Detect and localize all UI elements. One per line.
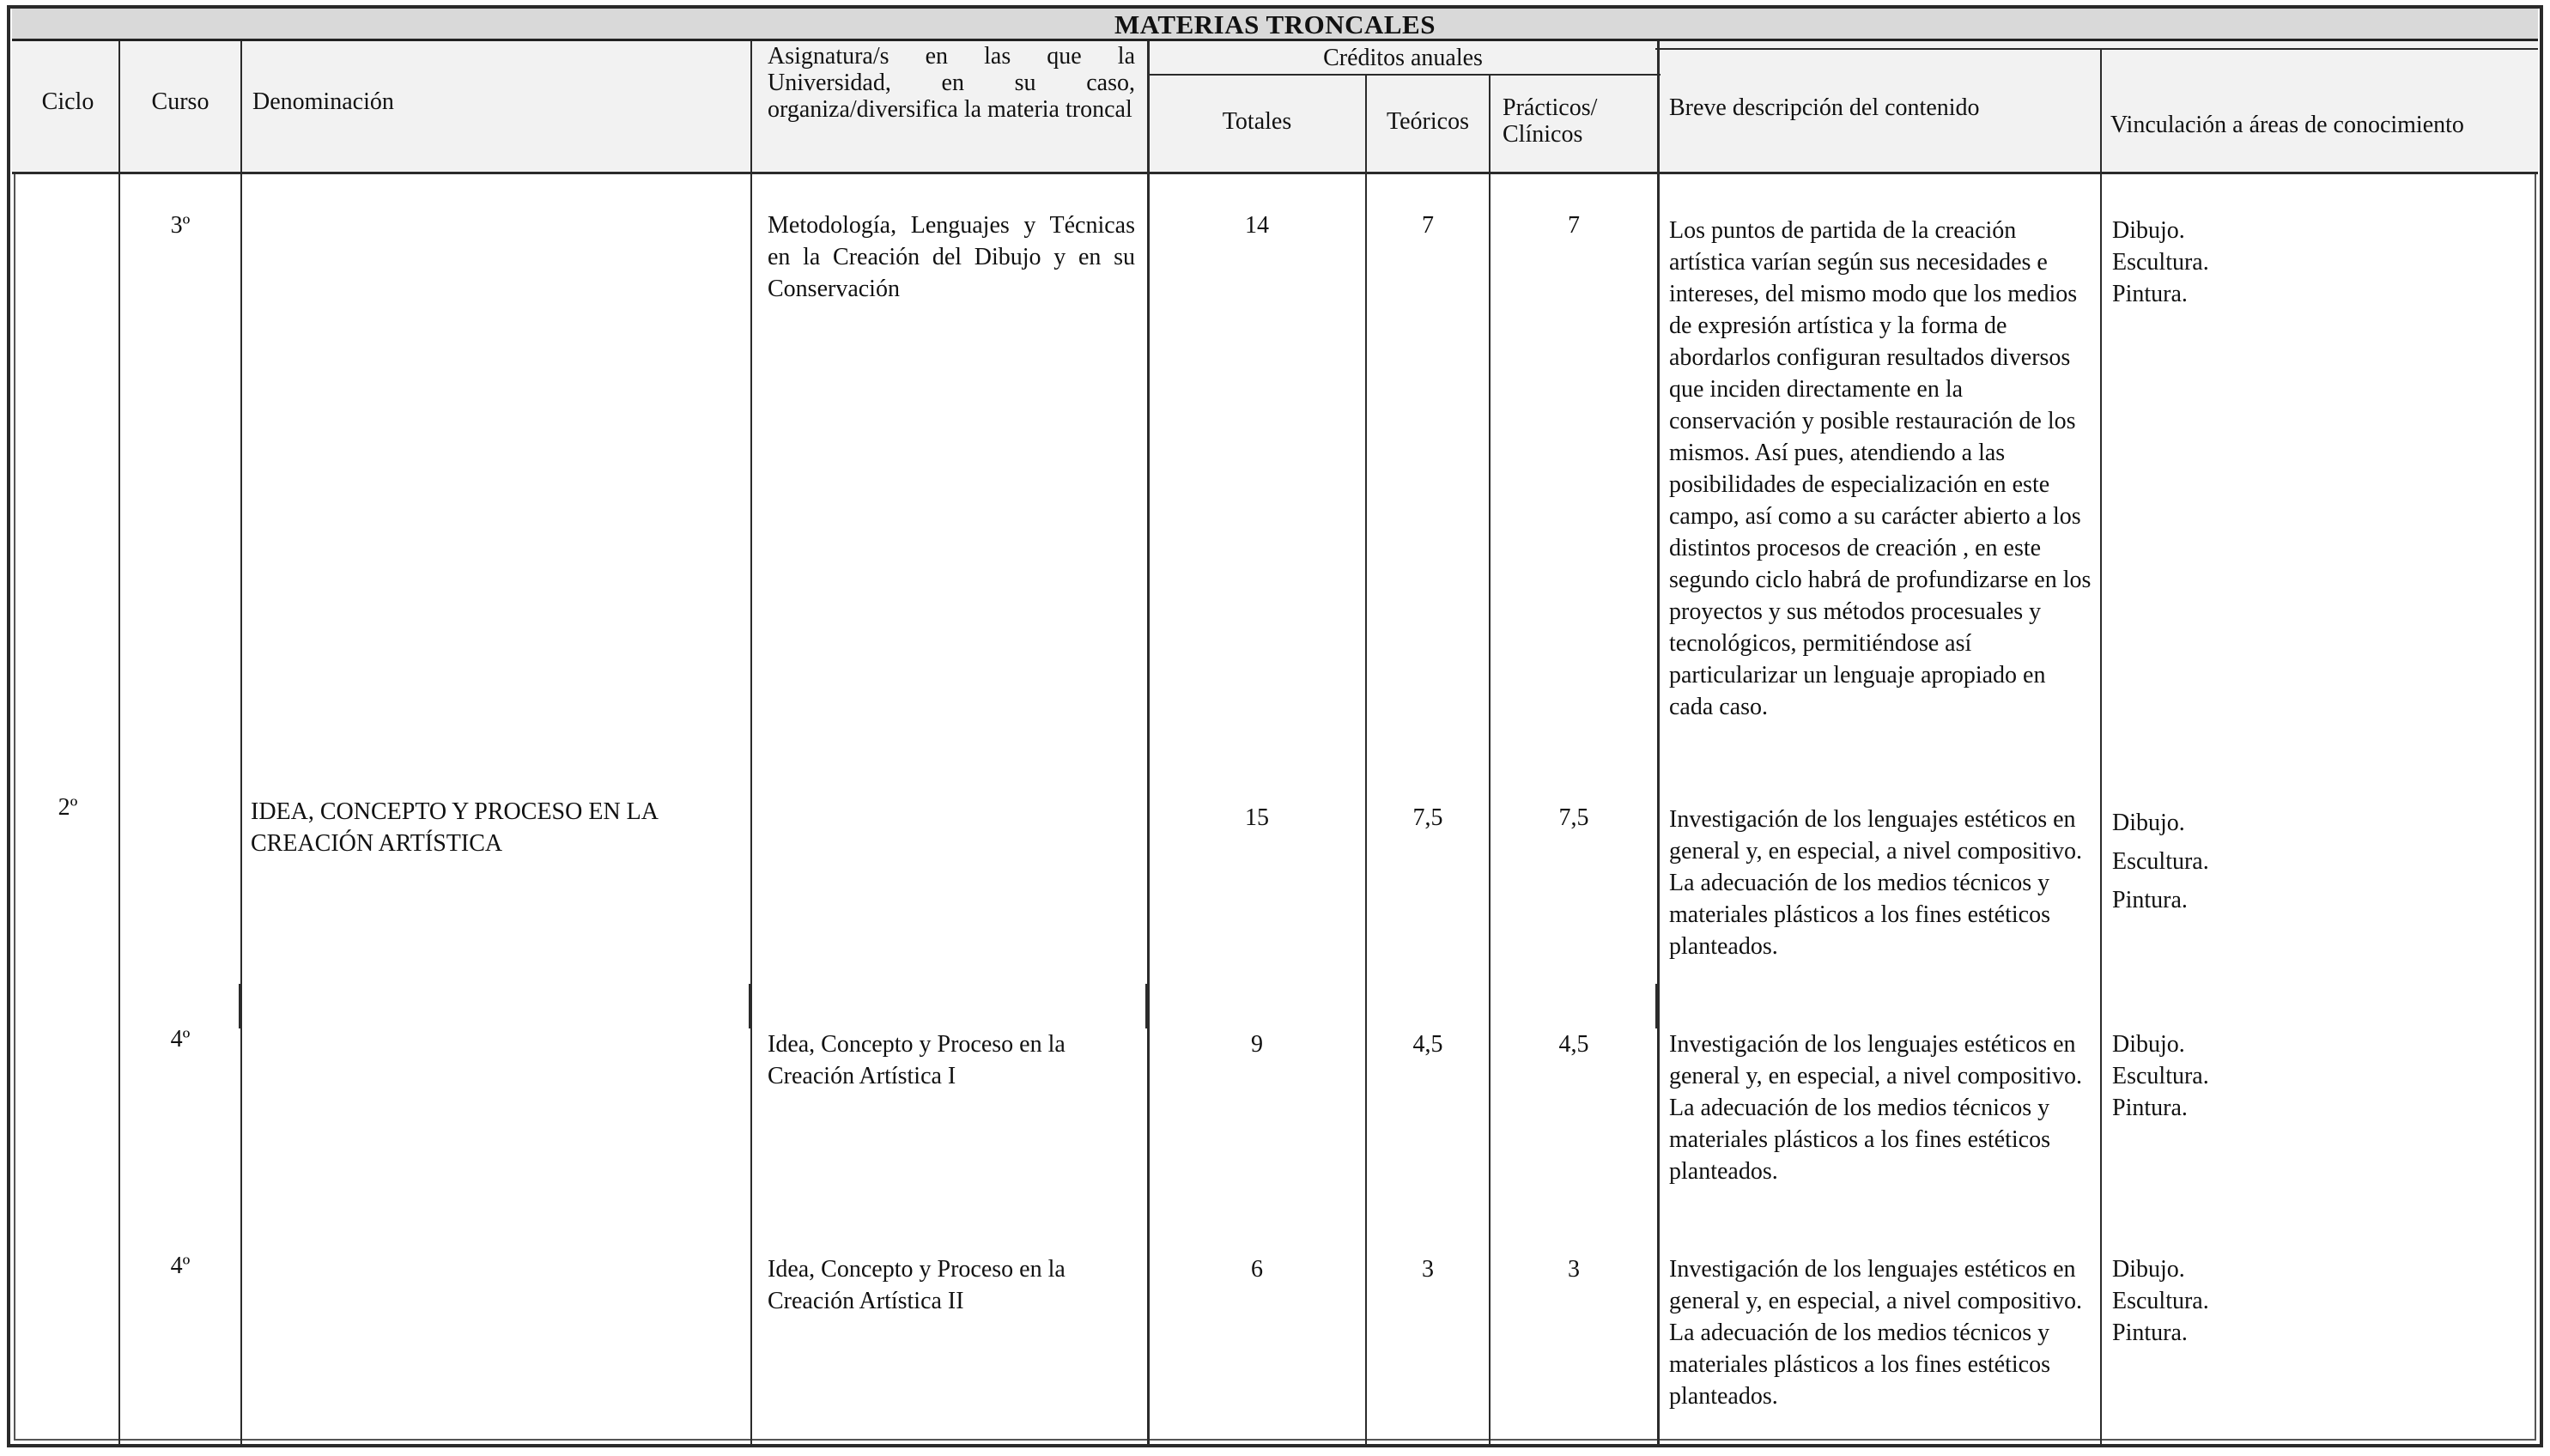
- row-descripcion: Investigación de los lenguajes estéticos en general y, en especial, a nivel compositivo. La adecuación de los medios técnicos y materiales plásticos a los fines estéticos planteados.: [1669, 806, 2083, 960]
- col-divider-totales: [1365, 76, 1367, 1446]
- row-teoricos: 3: [1422, 1256, 1434, 1283]
- row-asignatura: Metodología, Lenguajes y Técnicas en la Creación del Dibujo y en su Conservación: [768, 212, 1135, 302]
- row-practicos: 3: [1568, 1256, 1580, 1283]
- header-creditos: Créditos anuales: [1323, 45, 1483, 71]
- row-curso: 4º: [170, 1253, 191, 1279]
- table-bottom-rule: [12, 1444, 2538, 1447]
- area-item: Pintura.: [2112, 1095, 2188, 1121]
- header-vinculacion: Vinculación a áreas de conocimiento: [2110, 112, 2464, 138]
- row-curso: 3º: [170, 212, 191, 239]
- col-divider-practicos: [1657, 41, 1660, 1446]
- area-item: Dibujo.: [2112, 217, 2185, 244]
- area-item: Dibujo.: [2112, 1256, 2185, 1283]
- col-divider-teoricos: [1489, 76, 1491, 1446]
- row-totales: 15: [1245, 804, 1269, 831]
- area-item: Pintura.: [2112, 887, 2188, 913]
- col-divider-descripcion: [2100, 48, 2102, 1446]
- header-ciclo: Ciclo: [41, 88, 94, 115]
- col-divider-curso: [240, 41, 242, 1446]
- header-descripcion: Breve descripción del contenido: [1669, 94, 1980, 121]
- area-item: Escultura.: [2112, 1063, 2209, 1089]
- row-curso: 4º: [170, 1026, 191, 1053]
- row-asignatura: Idea, Concepto y Proceso en la Creación Artística I: [768, 1031, 1066, 1089]
- row-separator-mark: [749, 984, 752, 1028]
- header-curso: Curso: [151, 88, 209, 115]
- col-divider-denominacion: [750, 41, 752, 1446]
- row-practicos: 7: [1568, 212, 1580, 239]
- row-totales: 14: [1245, 212, 1269, 239]
- col-divider-asignatura: [1147, 41, 1150, 1446]
- area-item: Pintura.: [2112, 1320, 2188, 1346]
- denominacion-value: IDEA, CONCEPTO Y PROCESO EN LA CREACIÓN ARTÍSTICA: [251, 798, 658, 857]
- area-item: Dibujo.: [2112, 810, 2185, 836]
- header-bottom-rule: [12, 172, 2538, 174]
- area-item: Escultura.: [2112, 249, 2209, 276]
- row-practicos: 7,5: [1558, 804, 1589, 831]
- descripcion-top-rule: [1655, 48, 2102, 50]
- area-item: Escultura.: [2112, 848, 2209, 875]
- row-areas: [2112, 215, 2524, 310]
- col-divider-ciclo: [118, 41, 120, 1446]
- row-separator-mark: [239, 984, 242, 1028]
- header-practicos: Prácticos/ Clínicos: [1503, 94, 1598, 148]
- row-areas: [2112, 1028, 2524, 1124]
- row-teoricos: 7,5: [1412, 804, 1443, 831]
- row-descripcion: Investigación de los lenguajes estéticos en general y, en especial, a nivel compositivo. La adecuación de los medios técnicos y materiales plásticos a los fines estéticos planteados.: [1669, 1031, 2083, 1185]
- header-totales: Totales: [1222, 108, 1292, 135]
- creditos-subheader-rule: [1149, 74, 1661, 76]
- row-totales: 6: [1251, 1256, 1263, 1283]
- row-teoricos: 7: [1422, 212, 1434, 239]
- area-item: Pintura.: [2112, 281, 2188, 307]
- row-areas: [2112, 1253, 2524, 1349]
- row-descripcion: Los puntos de partida de la creación artística varían según sus necesidades e intereses, del mismo modo que los medios de expresión artística y la forma de abordarlos configuran resultados diversos que inciden directamente en la conservación y posible restauración de los mismos. Así pues, atendiendo a las posibilidades de especialización en este campo, así como a su carácter abierto a los distintos procesos de creación , en este segundo ciclo habrá de profundizarse en los proyectos y sus métodos procesuales y tecnológicos, permitiéndose así particularizar un lenguaje apropiado en cada caso.: [1669, 217, 2092, 720]
- area-item: Dibujo.: [2112, 1031, 2185, 1058]
- vinculacion-top-rule: [2102, 48, 2538, 50]
- row-teoricos: 4,5: [1412, 1031, 1443, 1058]
- area-item: Escultura.: [2112, 1288, 2209, 1314]
- row-asignatura: Idea, Concepto y Proceso en la Creación Artística II: [768, 1256, 1066, 1314]
- ciclo-value: 2º: [58, 794, 78, 821]
- header-denominacion: Denominación: [252, 88, 394, 115]
- row-areas: [2112, 804, 2524, 919]
- row-totales: 9: [1251, 1031, 1263, 1058]
- row-descripcion: Investigación de los lenguajes estéticos en general y, en especial, a nivel compositivo. La adecuación de los medios técnicos y materiales plásticos a los fines estéticos planteados.: [1669, 1256, 2083, 1410]
- header-teoricos: Teóricos: [1386, 108, 1469, 135]
- table-title: MATERIAS TRONCALES: [12, 9, 2538, 41]
- row-separator-mark: [1655, 984, 1660, 1028]
- header-asignaturas: Asignatura/s en las que la Universidad, en su caso, organiza/diversifica la materia troncal: [768, 43, 1135, 123]
- row-separator-mark: [1145, 984, 1150, 1028]
- row-practicos: 4,5: [1558, 1031, 1589, 1058]
